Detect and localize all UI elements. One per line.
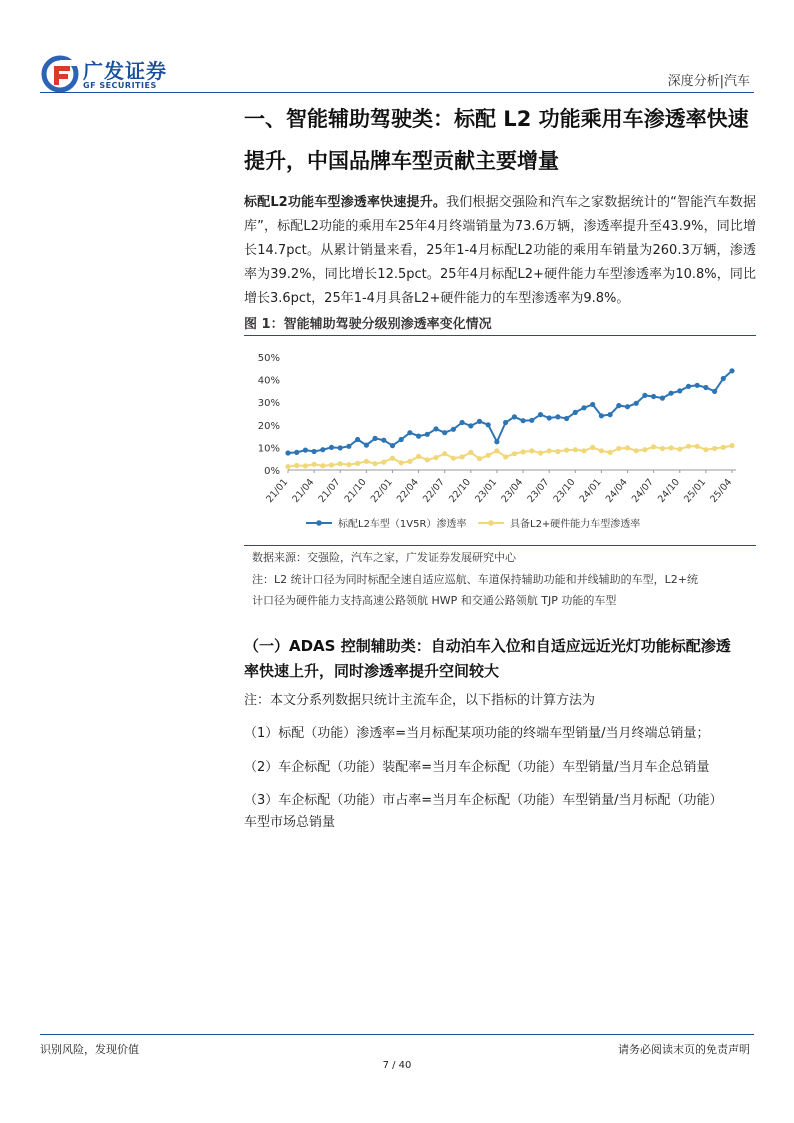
y-tick-label: 10% [257,443,280,455]
series-1-point [608,412,613,417]
x-tick-label: 24/07 [629,476,656,505]
y-axis [258,353,736,477]
series-1-point [407,430,412,435]
series-1-point [581,405,586,410]
series-1-point [538,412,543,417]
figure-note-line-1: 注：L2 统计口径为同时标配全速自适应巡航、车道保持辅助功能和并线辅助的车型，L2+统 [252,573,698,586]
y-tick-label: 20% [257,420,280,432]
series-2-point [494,448,499,453]
y-tick-label: 40% [257,375,280,387]
series-2-point [468,450,473,455]
subsection-heading [244,634,756,684]
series-2-point [364,459,369,464]
series-1-point [573,410,578,415]
x-tick-label: 21/10 [342,476,369,505]
series-2-point [477,456,482,461]
series-1-point [555,414,560,419]
series-2-point [346,462,351,467]
series-2-point [486,453,491,458]
series-1-point [373,436,378,441]
x-tick-label: 25/04 [708,476,735,505]
series-1-point [512,414,517,419]
series-2-point [503,454,508,459]
section-heading [244,98,756,182]
series-2-point [616,446,621,451]
x-tick-label: 21/01 [264,476,291,505]
series-1-point [303,448,308,453]
series-1-point [695,383,700,388]
figure-top-divider [244,335,756,336]
series-line-2 [288,446,732,467]
series-2-point [329,462,334,467]
x-tick-label: 22/04 [394,476,421,505]
series-1-point [616,403,621,408]
series-2-point [338,461,343,466]
series-2-point [407,459,412,464]
series-2-point [573,447,578,452]
series-1-point [729,368,734,373]
series-2-point [712,446,717,451]
page-number: 7 / 40 [382,1060,412,1071]
x-tick-label: 22/07 [420,476,448,505]
legend-swatch-marker [488,520,494,526]
figure-source: 数据来源：交强险，汽车之家，广发证券发展研究中心 [252,551,516,564]
x-tick-label: 21/04 [290,476,317,505]
footer-divider [40,1034,754,1035]
series-1-point [642,393,647,398]
series-2-point [425,457,430,462]
series-2-point [451,456,456,461]
series-2-point [460,454,465,459]
series-1-point [329,445,334,450]
y-tick-label: 30% [257,398,280,410]
series-2-point [373,461,378,466]
series-2-point [729,443,734,448]
figure-bottom-divider [244,545,756,546]
y-tick-label: 0% [264,466,280,477]
series-2-point [660,446,665,451]
series-1-point [494,439,499,444]
series-1-point [425,432,430,437]
series-1-point [355,437,360,442]
body-paragraph [244,191,756,311]
method-note: 注：本文分系列数据只统计主流车企，以下指标的计算方法为 [244,693,596,708]
series-2-point [529,448,534,453]
series-2-point [590,445,595,450]
paragraph-text: 我们根据交强险和汽车之家数据统计的“智能汽车数据库”，标配L2功能的乘用车25年4月终端销量为73.6万辆，渗透率提升至43.9%，同比增长14.7pct。从累计销量来看，25年1-4月标配L2功能的乘用车销量为260.3万辆，渗透率为39.2%，同比增长12.5pct。25年4月标配L2+硬件能力车型渗透率为10.8%，同比增长3.6pct，25年1-4月具备L2+硬件能力的车型渗透率为9.8%。 [244,195,756,306]
x-tick-label: 24/04 [603,476,630,505]
series-2-point [669,445,674,450]
series-2-point [433,455,438,460]
series-2-point [355,461,360,466]
series-1-point [634,401,639,406]
x-tick-label: 22/10 [447,476,474,505]
series-2-point [416,454,421,459]
series-1-point [547,415,552,420]
series-1-point [651,394,656,399]
series-2-point [581,448,586,453]
series-2-point [686,444,691,449]
series-2-point [390,456,395,461]
series-1-point [320,447,325,452]
legend-label: 具备L2+硬件能力车型渗透率 [510,519,641,530]
x-tick-label: 22/01 [368,476,395,505]
x-tick-label: 24/01 [577,476,604,505]
figure-title: 图 1：智能辅助驾驶分级别渗透率变化情况 [244,317,492,332]
series-1-point [529,418,534,423]
series-1-point [686,384,691,389]
series-2-point [564,448,569,453]
series-2-point [651,444,656,449]
series-1-point [477,419,482,424]
series-1-point [503,420,508,425]
heading-line-2: 提升，中国品牌车型贡献主要增量 [244,149,559,173]
series-1-point [660,396,665,401]
series-2-point [703,447,708,452]
series-2-point [512,451,517,456]
x-tick-label: 24/10 [656,476,683,505]
x-tick-label: 21/07 [316,476,343,505]
series-1-point [521,418,526,423]
series-1-point [599,413,604,418]
series-1-point [625,404,630,409]
series-2-point [521,449,526,454]
series-2-point [721,445,726,450]
series-2-point [608,450,613,455]
x-axis [264,470,734,505]
footer-disclaimer-link[interactable]: 请务必阅读末页的免责声明 [618,1043,750,1056]
series-1-point [312,449,317,454]
series-1-point [416,434,421,439]
series-1-point [442,430,447,435]
series-line-1 [288,371,732,453]
method-item-1: （1）标配（功能）渗透率=当月标配某项功能的终端车型销量/当月终端总销量； [244,726,710,741]
y-tick-label: 50% [257,353,280,364]
series-2-point [312,462,317,467]
chart-series [285,368,734,469]
series-1-point [285,450,290,455]
legend-label: 标配L2车型（1V5R）渗透率 [338,519,467,530]
logo-text-cn: 广发证券 [83,59,167,83]
series-2-point [634,448,639,453]
series-1-point [590,402,595,407]
series-2-point [294,463,299,468]
series-1-point [294,450,299,455]
heading-line-1: 一、智能辅助驾驶类：标配 L2 功能乘用车渗透率快速 [244,107,749,131]
series-1-point [381,438,386,443]
subsection-heading-line-2: 率快速上升，同时渗透率提升空间较大 [244,662,500,680]
method-item-3-line-1: （3）车企标配（功能）市占率=当月车企标配（功能）车型销量/当月标配（功能） [244,793,723,808]
series-2-point [642,447,647,452]
footer-slogan: 识别风险，发现价值 [40,1043,139,1056]
series-1-point [677,388,682,393]
series-2-point [599,448,604,453]
x-tick-label: 23/04 [499,476,526,505]
series-1-point [468,423,473,428]
logo-text-en: GF SECURITIES [83,81,157,90]
series-2-point [547,448,552,453]
x-tick-label: 23/10 [551,476,578,505]
series-2-point [538,450,543,455]
series-1-point [721,376,726,381]
subsection-heading-line-1: （一）ADAS 控制辅助类：自动泊车入位和自适应远近光灯功能标配渗透 [244,637,731,655]
series-2-point [677,447,682,452]
series-1-point [703,385,708,390]
header-section-label: 深度分析|汽车 [667,74,750,89]
series-1-point [564,416,569,421]
legend-swatch-marker [316,520,322,526]
figure-note-line-2: 计口径为硬件能力支持高速公路领航 HWP 和交通公路领航 TJP 功能的车型 [252,594,617,607]
series-1-point [712,389,717,394]
series-1-point [669,391,674,396]
header-divider [40,92,754,93]
series-1-point [460,420,465,425]
series-1-point [390,443,395,448]
series-2-point [625,445,630,450]
series-2-point [695,444,700,449]
series-2-point [303,463,308,468]
series-2-point [442,451,447,456]
series-2-point [555,449,560,454]
series-1-point [486,422,491,427]
method-item-2: （2）车企标配（功能）装配率=当月车企标配（功能）车型销量/当月车企总销量 [244,760,710,775]
series-1-point [338,445,343,450]
series-2-point [285,464,290,469]
method-item-3 [244,790,756,834]
penetration-line-chart [244,343,756,543]
series-1-point [451,427,456,432]
x-tick-label: 23/01 [473,476,500,505]
paragraph-lead: 标配L2功能车型渗透率快速提升。 [244,195,447,210]
series-2-point [320,463,325,468]
series-2-point [381,460,386,465]
chart-legend [306,517,640,530]
series-1-point [364,443,369,448]
x-tick-label: 23/07 [525,476,552,505]
series-1-point [346,444,351,449]
method-item-3-line-2: 车型市场总销量 [244,815,336,830]
series-1-point [433,426,438,431]
logo-mark-icon [40,54,80,94]
series-1-point [399,437,404,442]
series-2-point [399,460,404,465]
x-tick-label: 25/01 [682,476,709,505]
